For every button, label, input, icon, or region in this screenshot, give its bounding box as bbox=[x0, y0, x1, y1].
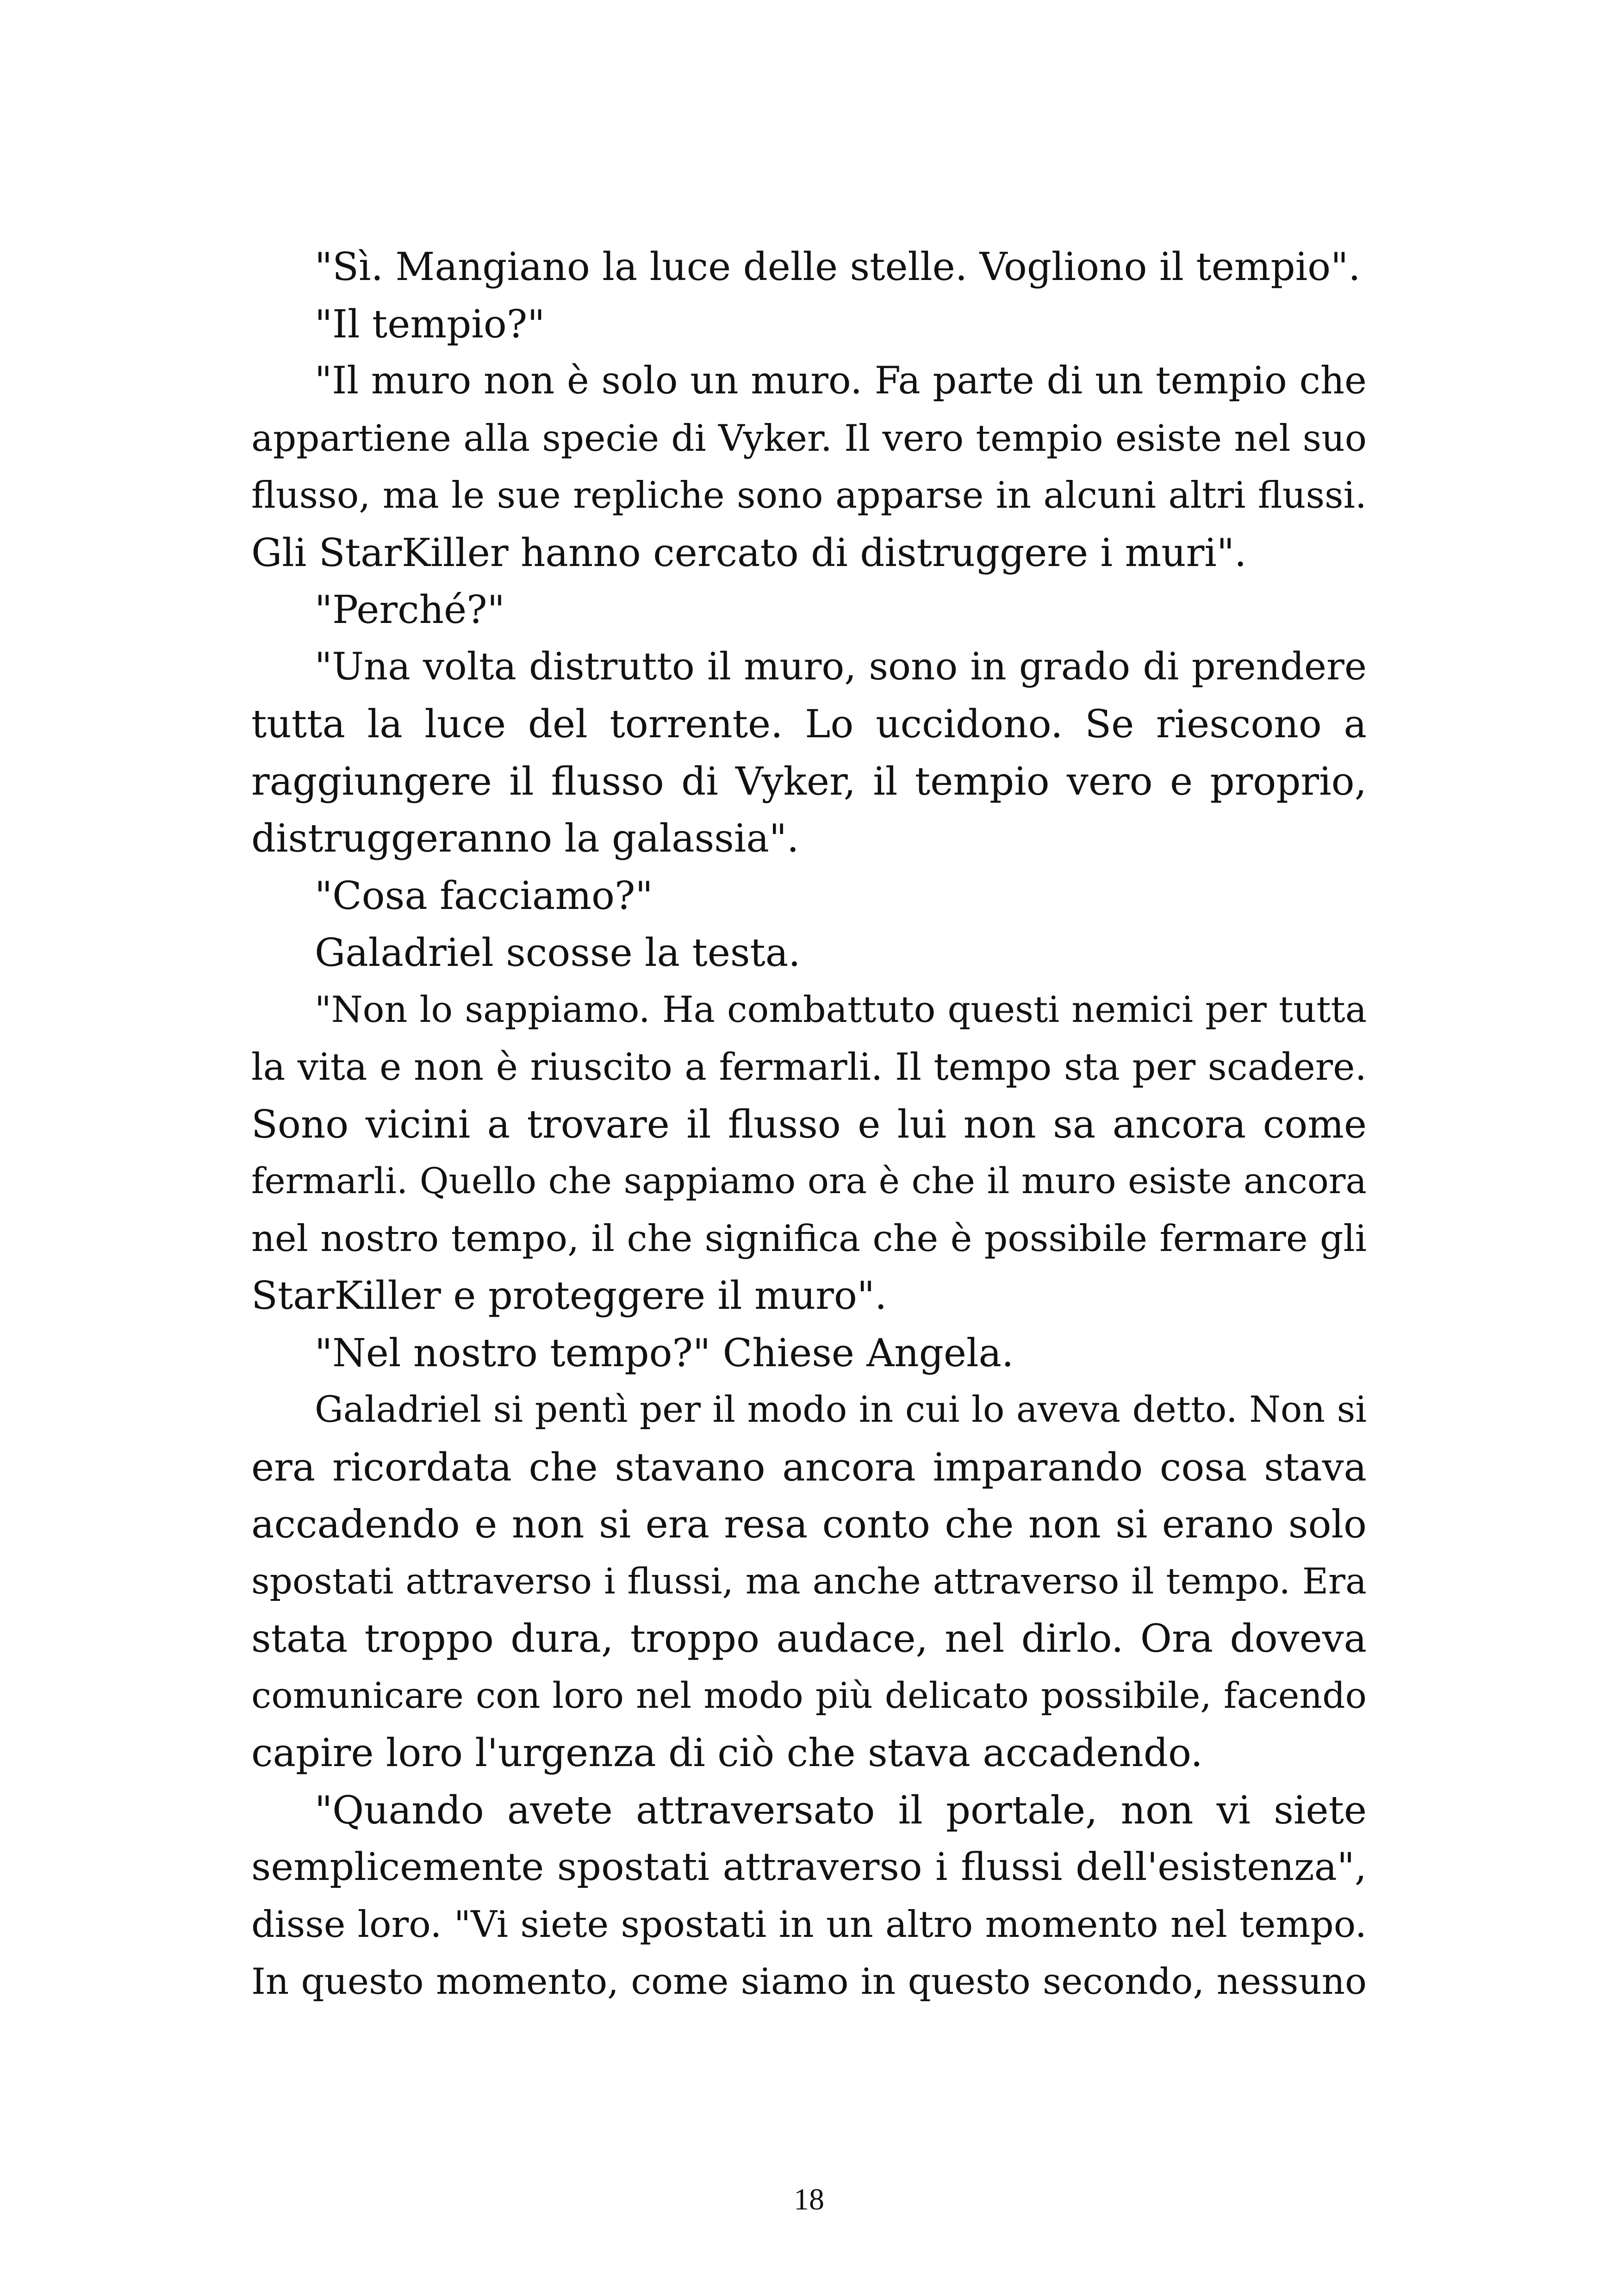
text-line: accadendo e non si era resa conto che non si erano solo bbox=[251, 1502, 1367, 1547]
text-line: "Sì. Mangiano la luce delle stelle. Vogliono il tempio". bbox=[315, 244, 1361, 289]
text-line: raggiungere il flusso di Vyker, il tempio vero e proprio, bbox=[251, 759, 1367, 804]
text-line: Gli StarKiller hanno cercato di distruggere i muri". bbox=[251, 530, 1247, 575]
text-line: In questo momento, come siamo in questo secondo, nessuno bbox=[251, 1960, 1367, 2003]
text-line: Galadriel scosse la testa. bbox=[315, 930, 801, 975]
text-line: flusso, ma le sue repliche sono apparse in alcuni altri flussi. bbox=[251, 474, 1367, 516]
text-line: "Il muro non è solo un muro. Fa parte di un tempio che bbox=[315, 359, 1367, 403]
text-line: "Una volta distrutto il muro, sono in grado di prendere bbox=[315, 645, 1367, 689]
page-number: 18 bbox=[794, 2183, 824, 2216]
text-line: fermarli. Quello che sappiamo ora è che il muro esiste ancora bbox=[251, 1161, 1367, 1202]
text-line: la vita e non è riuscito a fermarli. Il tempo sta per scadere. bbox=[251, 1045, 1367, 1089]
text-line: nel nostro tempo, il che significa che è possibile fermare gli bbox=[251, 1217, 1367, 1260]
text-line: disse loro. "Vi siete spostati in un altro momento nel tempo. bbox=[251, 1903, 1367, 1946]
text-line: distruggeranno la galassia". bbox=[251, 816, 799, 861]
text-line: Sono vicini a trovare il flusso e lui non sa ancora come bbox=[251, 1101, 1367, 1147]
text-line: appartiene alla specie di Vyker. Il vero tempio esiste nel suo bbox=[251, 417, 1367, 460]
text-line: StarKiller e proteggere il muro". bbox=[251, 1273, 887, 1318]
text-line: comunicare con loro nel modo più delicato possibile, facendo bbox=[251, 1674, 1367, 1717]
text-line: stata troppo dura, troppo audace, nel dirlo. Ora doveva bbox=[251, 1616, 1367, 1661]
text-line: Galadriel si pentì per il modo in cui lo aveva detto. Non si bbox=[315, 1389, 1367, 1431]
text-line: tutta la luce del torrente. Lo uccidono. Se riescono a bbox=[251, 702, 1367, 747]
text-line: "Il tempio?" bbox=[315, 301, 545, 347]
body-text bbox=[251, 238, 1367, 2010]
text-line: capire loro l'urgenza di ciò che stava accadendo. bbox=[251, 1730, 1203, 1775]
text-line: "Nel nostro tempo?" Chiese Angela. bbox=[315, 1330, 1014, 1375]
text-line: "Non lo sappiamo. Ha combattuto questi nemici per tutta bbox=[315, 989, 1367, 1031]
text-line: "Cosa facciamo?" bbox=[315, 873, 653, 918]
text-line: spostati attraverso i flussi, ma anche attraverso il tempo. Era bbox=[251, 1560, 1367, 1602]
text-line: "Perché?" bbox=[315, 587, 505, 632]
text-line: semplicemente spostati attraverso i flussi dell'esistenza", bbox=[251, 1845, 1367, 1889]
text-line: "Quando avete attraversato il portale, non vi siete bbox=[315, 1787, 1367, 1833]
text-line: era ricordata che stavano ancora imparando cosa stava bbox=[251, 1444, 1367, 1490]
